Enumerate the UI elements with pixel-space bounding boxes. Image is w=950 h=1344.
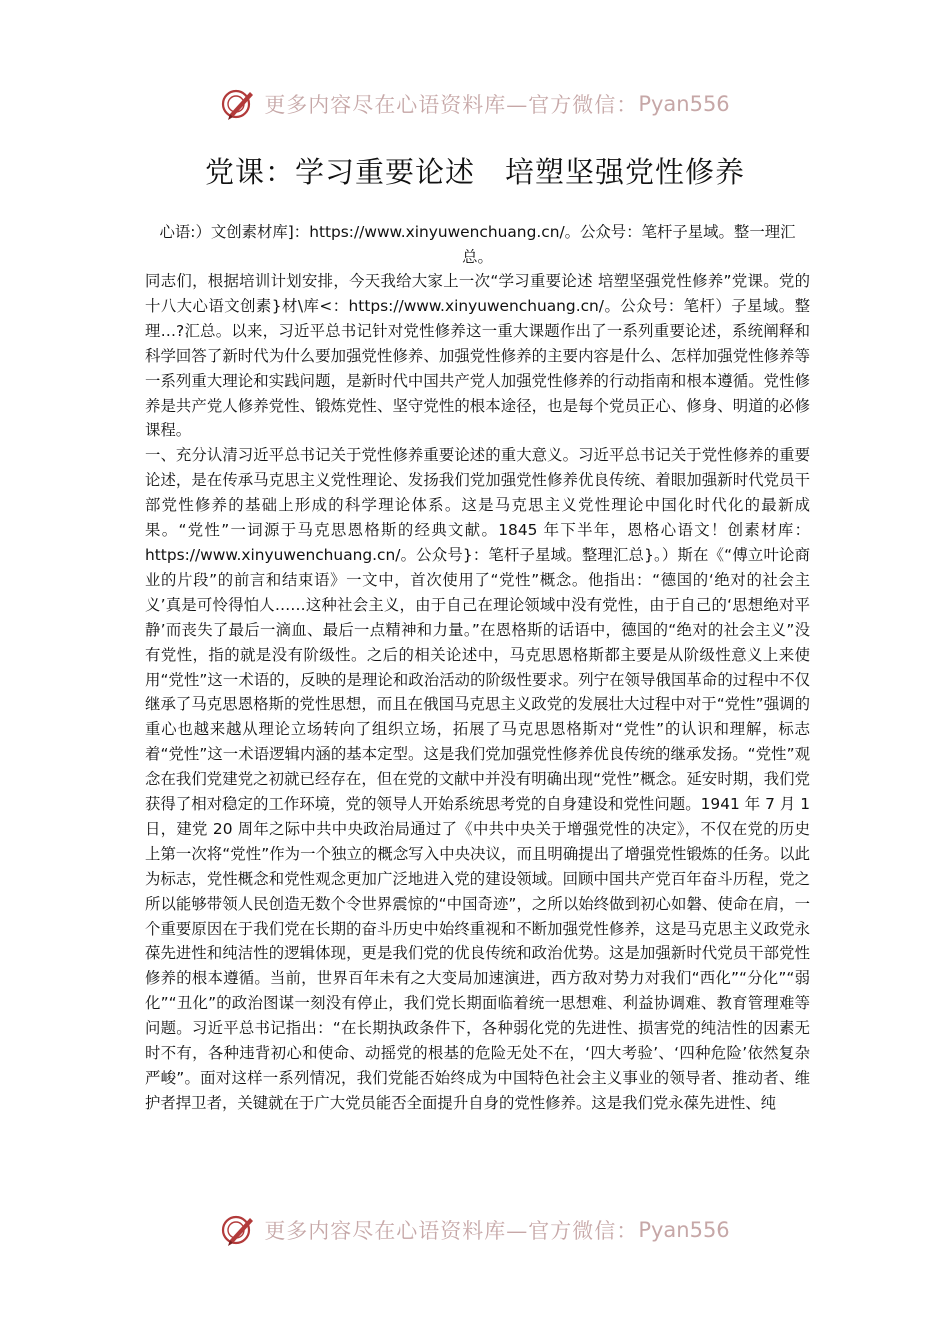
page-title: 党课：学习重要论述 培塑坚强党性修养 (204, 155, 745, 189)
source-note: 心语:）文创素材库]：https://www.xinyuwenchuang.cn/。公众号：笔杆子星域。整一理汇总。 (159, 223, 796, 266)
banner-text: 更多内容尽在心语资料库—官方微信： (264, 1219, 639, 1243)
paragraph: 同志们，根据培训计划安排，今天我给大家上一次“学习重要论述 培塑坚强党性修养”党课。党的十八大心语文创素}材\库<：https://www.xinyuwenchuang.cn/。公众号：笔杆）子星域。整理…?汇总。以来，习近平总书记针对党性修养这一重大课题作出了一系列重要论述，系统阐释和科学回答了新时代为什么要加强党性修养、加强党性修养的主要内容是什么、怎样加强党性修养等一系列重大理论和实践问题，是新时代中国共产党人加强党性修养的行动指南和根本遵循。党性修养是共产党人修养党性、锻炼党性、坚守党性的根本途径，也是每个党员正心、修身、明道的必修课程。 (145, 272, 810, 440)
document-body (145, 269, 810, 1116)
pen-logo-icon (220, 86, 256, 122)
paragraph: 一、充分认清习近平总书记关于党性修养重要论述的重大意义。习近平总书记关于党性修养的重要论述，是在传承马克思主义党性理论、发扬我们党加强党性修养优良传统、着眼加强新时代党员干部党性修养的基础上形成的科学理论体系。这是马克思主义党性理论中国化时代化的最新成果。“党性”一词源于马克思恩格斯的经典文献。1845 年下半年，恩格心语文！创素材库：https://www.xinyuwenchuang.cn/。公众号}：笔杆子星域。整理汇总}。）斯在《“傅立叶论商业的片段”的前言和结束语》一文中，首次使用了“党性”概念。他指出：“德国的‘绝对的社会主义’真是可怜得怕人……这种社会主义，由于自己在理论领域中没有党性，由于自己的‘思想绝对平静’而丧失了最后一滴血、最后一点精神和力量。”在恩格斯的话语中，德国的“绝对的社会主义”没有党性，指的就是没有阶级性。之后的相关论述中，马克思恩格斯都主要是从阶级性意义上来使用“党性”这一术语的，反映的是理论和政治活动的阶级性要求。列宁在领导俄国革命的过程中不仅继承了马克思恩格斯的党性思想，而且在俄国马克思主义政党的发展壮大过程中对于“党性”强调的重心也越来越从理论立场转向了组织立场，拓展了马克思恩格斯对“党性”的认识和理解，标志着“党性”这一术语逻辑内涵的基本定型。这是我们党加强党性修养优良传统的继承发扬。“党性”观念在我们党建党之初就已经存在，但在党的文献中并没有明确出现“党性”概念。延安时期，我们党获得了相对稳定的工作环境，党的领导人开始系统思考党的自身建设和党性问题。1941 年 7 月 1 日，建党 20 周年之际中共中央政治局通过了《中共中央关于增强党性的决定》，不仅在党的历史上第一次将“党性”作为一个独立的概念写入中央决议，而且明确提出了增强党性锻炼的任务。以此为标志，党性概念和党性观念更加广泛地进入党的建设领域。回顾中国共产党百年奋斗历程，党之所以能够带领人民创造无数个令世界震惊的“中国奇迹”，之所以始终做到初心如磐、使命在肩，一个重要原因在于我们党在长期的奋斗历史中始终重视和不断加强党性修养，这是马克思主义政党永葆先进性和纯洁性的逻辑体现，更是我们党的优良传统和政治优势。这是加强新时代党员干部党性修养的根本遵循。当前，世界百年未有之大变局加速演进，西方敌对势力对我们“西化”“分化”“弱化”“丑化”的政治图谋一刻没有停止，我们党长期面临着统一思想难、利益协调难、教育管理难等问题。习近平总书记指出：“在长期执政条件下，各种弱化党的先进性、损害党的纯洁性的因素无时不有，各种违背初心和使命、动摇党的根基的危险无处不在，‘四大考验’、‘四种危险’依然复杂严峻”。面对这样一系列情况，我们党能否始终成为中国特色社会主义事业的领导者、推动者、维护者捍卫者，关键就在于广大党员能否全面提升自身的党性修养。这是我们党永葆先进性、纯 (145, 446, 810, 1112)
pen-logo-icon (220, 1212, 256, 1248)
header-banner (0, 80, 950, 128)
footer-banner (0, 1206, 950, 1254)
wechat-id: Pyan556 (638, 1218, 730, 1242)
wechat-id: Pyan556 (638, 92, 730, 116)
banner-text: 更多内容尽在心语资料库—官方微信： (264, 93, 639, 117)
